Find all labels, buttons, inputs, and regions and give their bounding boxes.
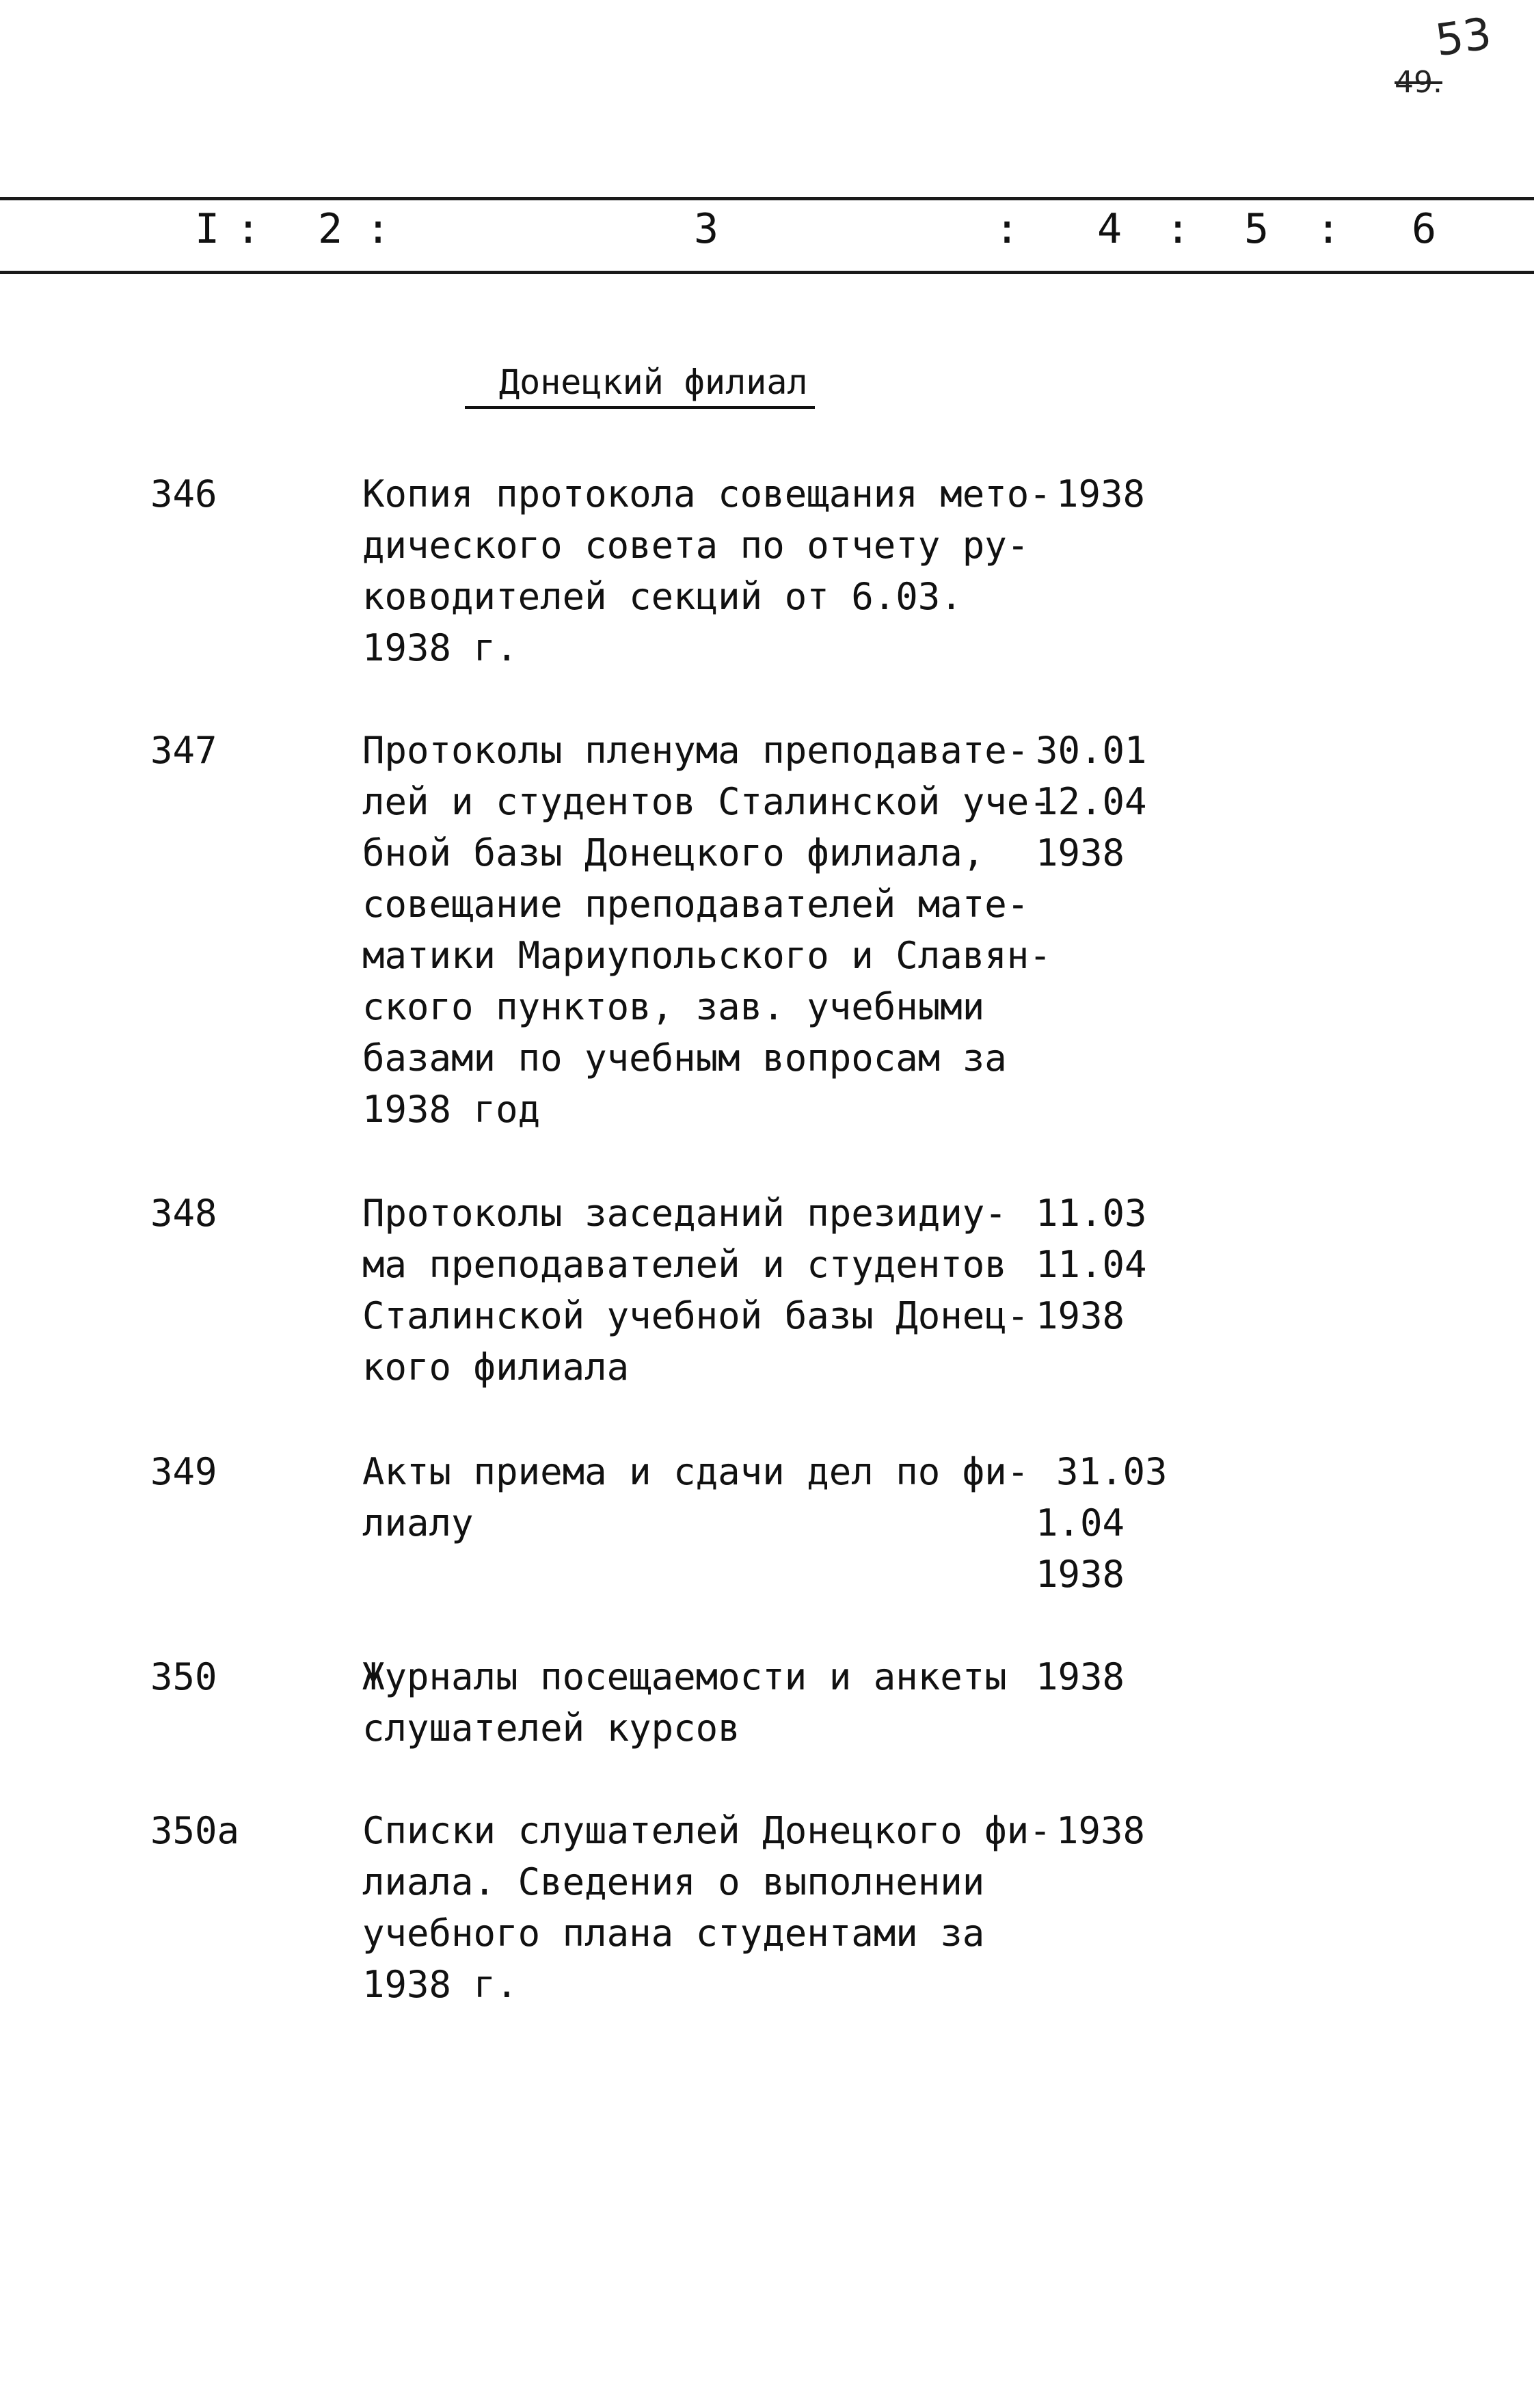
- column-header-3: 3: [694, 205, 719, 253]
- date-line: 1938: [1036, 1553, 1125, 1596]
- date-line: 1938: [1036, 831, 1125, 874]
- description-line: ма преподавателей и студентов: [362, 1243, 1007, 1286]
- description-line: слушателей курсов: [362, 1707, 740, 1750]
- date-line: 11.04: [1036, 1243, 1147, 1286]
- entry-description: [362, 1446, 1046, 1549]
- description-line: ского пунктов, зав. учебными: [362, 985, 985, 1028]
- entry-description: [362, 1188, 1046, 1393]
- column-header-1: I: [195, 205, 220, 253]
- description-line: базами по учебным вопросам за: [362, 1036, 1007, 1080]
- description-line: бной базы Донецкого филиала,: [362, 831, 985, 874]
- description-line: дического совета по отчету ру-: [362, 524, 1030, 567]
- entry-dates: [1056, 1805, 1145, 1856]
- column-separator: :: [1166, 205, 1191, 253]
- description-line: Акты приема и сдачи дел по фи-: [362, 1450, 1030, 1493]
- description-line: совещание преподавателей мате-: [362, 883, 1030, 926]
- description-line: кого филиала: [362, 1346, 630, 1389]
- date-line: 1938: [1056, 1809, 1146, 1852]
- entry-dates: [1036, 725, 1147, 879]
- date-line: 31.03: [1056, 1450, 1168, 1493]
- entry-description: [362, 468, 1051, 673]
- entry-dates: [1036, 1446, 1168, 1600]
- entry-number: 346: [150, 472, 217, 516]
- description-line: 1938 г.: [362, 1963, 518, 2006]
- description-line: ководителей секций от 6.03.: [362, 575, 963, 618]
- description-line: Списки слушателей Донецкого фи-: [362, 1809, 1051, 1852]
- date-line: 11.03: [1036, 1192, 1147, 1235]
- date-line: 1938: [1056, 472, 1146, 516]
- section-title: Донецкий филиал: [465, 362, 815, 409]
- entry-description: [362, 725, 1051, 1135]
- entry-number: 350: [150, 1655, 217, 1698]
- column-separator: :: [236, 205, 261, 253]
- column-separator: :: [995, 205, 1020, 253]
- column-header-2: 2: [318, 205, 343, 253]
- column-header-5: 5: [1244, 205, 1269, 253]
- date-line: 1938: [1036, 1294, 1125, 1337]
- column-header-4: 4: [1097, 205, 1122, 253]
- column-header-row: [0, 205, 1534, 260]
- entry-number: 350а: [150, 1809, 240, 1852]
- entry-description: [362, 1651, 1046, 1754]
- entry-dates: [1036, 1188, 1147, 1341]
- column-header-6: 6: [1412, 205, 1437, 253]
- sheet-number-crossed-out: 49.: [1395, 65, 1442, 100]
- header-rule-top: [0, 197, 1534, 200]
- date-line: 1.04: [1036, 1501, 1125, 1544]
- entry-dates: [1056, 468, 1145, 520]
- description-line: Протоколы заседаний президиу-: [362, 1192, 1007, 1235]
- description-line: лиалу: [362, 1501, 474, 1544]
- date-line: 30.01: [1036, 729, 1147, 772]
- column-separator: :: [1316, 205, 1341, 253]
- entry-description: [362, 1805, 1051, 2010]
- column-separator: :: [366, 205, 391, 253]
- description-line: лей и студентов Сталинской уче-: [362, 780, 1051, 823]
- description-line: лиала. Сведения о выполнении: [362, 1860, 985, 1903]
- description-line: учебного плана студентами за: [362, 1912, 985, 1955]
- date-line: 12.04: [1036, 780, 1147, 823]
- description-line: матики Мариупольского и Славян-: [362, 934, 1051, 977]
- date-line: 1938: [1036, 1655, 1125, 1698]
- description-line: Сталинской учебной базы Донец-: [362, 1294, 1030, 1337]
- sheet-number-handwritten: 53: [1432, 8, 1495, 67]
- description-line: 1938 г.: [362, 626, 518, 669]
- entry-number: 348: [150, 1192, 217, 1235]
- description-line: 1938 год: [362, 1088, 541, 1131]
- header-rule-bottom: [0, 271, 1534, 274]
- entry-dates: [1036, 1651, 1125, 1702]
- description-line: Протоколы пленума преподавате-: [362, 729, 1030, 772]
- entry-number: 347: [150, 729, 217, 772]
- description-line: Копия протокола совещания мето-: [362, 472, 1051, 516]
- entry-number: 349: [150, 1450, 217, 1493]
- description-line: Журналы посещаемости и анкеты: [362, 1655, 1007, 1698]
